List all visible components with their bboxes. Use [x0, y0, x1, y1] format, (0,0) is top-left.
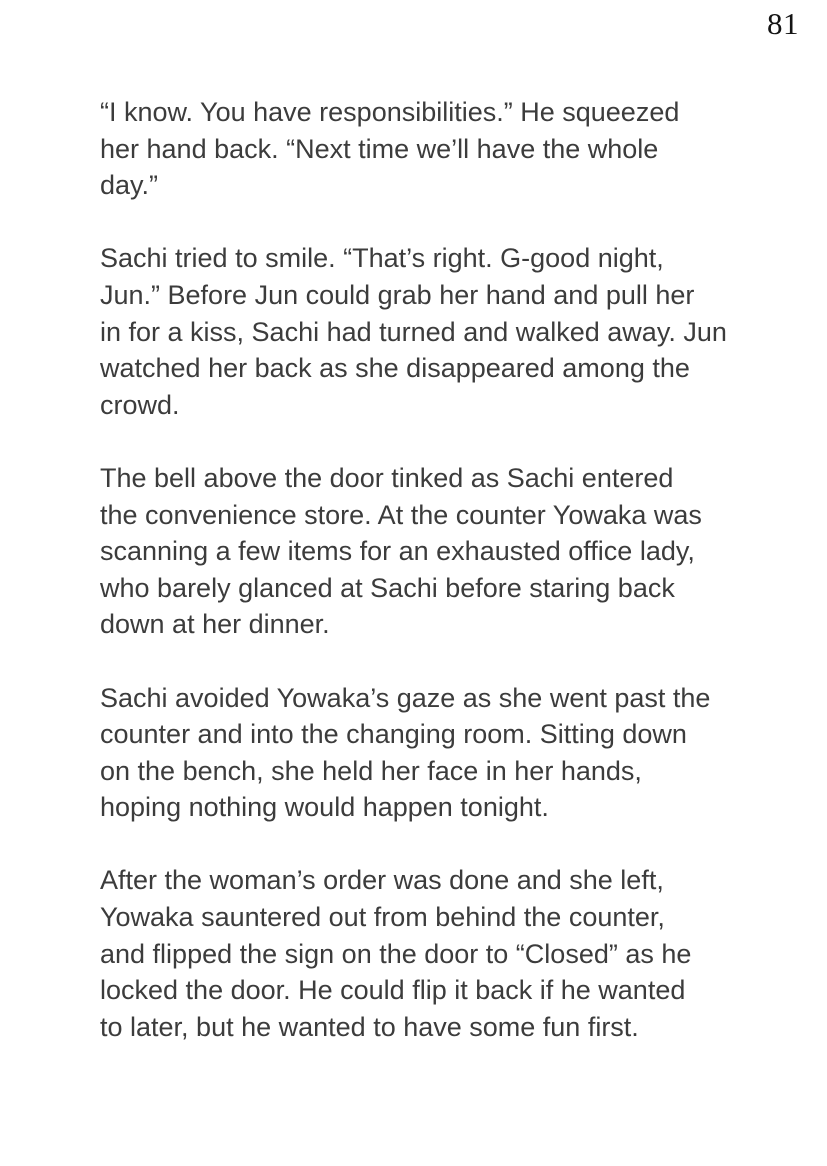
text-line: on the bench, she held her face in her hands, — [100, 755, 642, 786]
text-line: scanning a few items for an exhausted office lady, — [100, 536, 695, 567]
text-line: “I know. You have responsibilities.” He squeezed — [100, 97, 680, 127]
paragraph — [100, 460, 760, 643]
text-line: her hand back. “Next time we’ll have the whole — [100, 133, 659, 164]
paragraph — [100, 94, 760, 204]
text-line: watched her back as she disappeared among the — [100, 353, 690, 384]
paragraph — [100, 862, 760, 1045]
text-line: and flipped the sign on the door to “Closed” as he — [100, 938, 692, 969]
text-line: The bell above the door tinked as Sachi entered — [100, 462, 674, 493]
paragraph — [100, 680, 760, 826]
text-line: day.” — [100, 170, 159, 201]
text-line: to later, but he wanted to have some fun first. — [100, 1011, 639, 1042]
text-line: the convenience store. At the counter Yowaka was — [100, 499, 702, 530]
text-line: After the woman’s order was done and she left, — [100, 865, 664, 896]
text-line: locked the door. He could flip it back if he wanted — [100, 975, 686, 1006]
text-line: Yowaka sauntered out from behind the counter, — [100, 902, 665, 933]
text-line: in for a kiss, Sachi had turned and walked away. Jun — [100, 316, 727, 347]
text-line: Sachi avoided Yowaka’s gaze as she went past the — [100, 682, 711, 713]
text-line: Sachi tried to smile. “That’s right. G-good night, — [100, 243, 664, 274]
text-line: hoping nothing would happen tonight. — [100, 792, 549, 823]
text-line: who barely glanced at Sachi before staring back — [100, 572, 675, 603]
page-number: 81 — [767, 6, 799, 41]
text-line: counter and into the changing room. Sitting down — [100, 719, 687, 750]
text-line: Jun.” Before Jun could grab her hand and pull her — [100, 279, 695, 310]
page-body-text — [100, 94, 760, 1045]
paragraph — [100, 240, 760, 423]
text-line: down at her dinner. — [100, 609, 330, 640]
text-line: crowd. — [100, 389, 180, 420]
